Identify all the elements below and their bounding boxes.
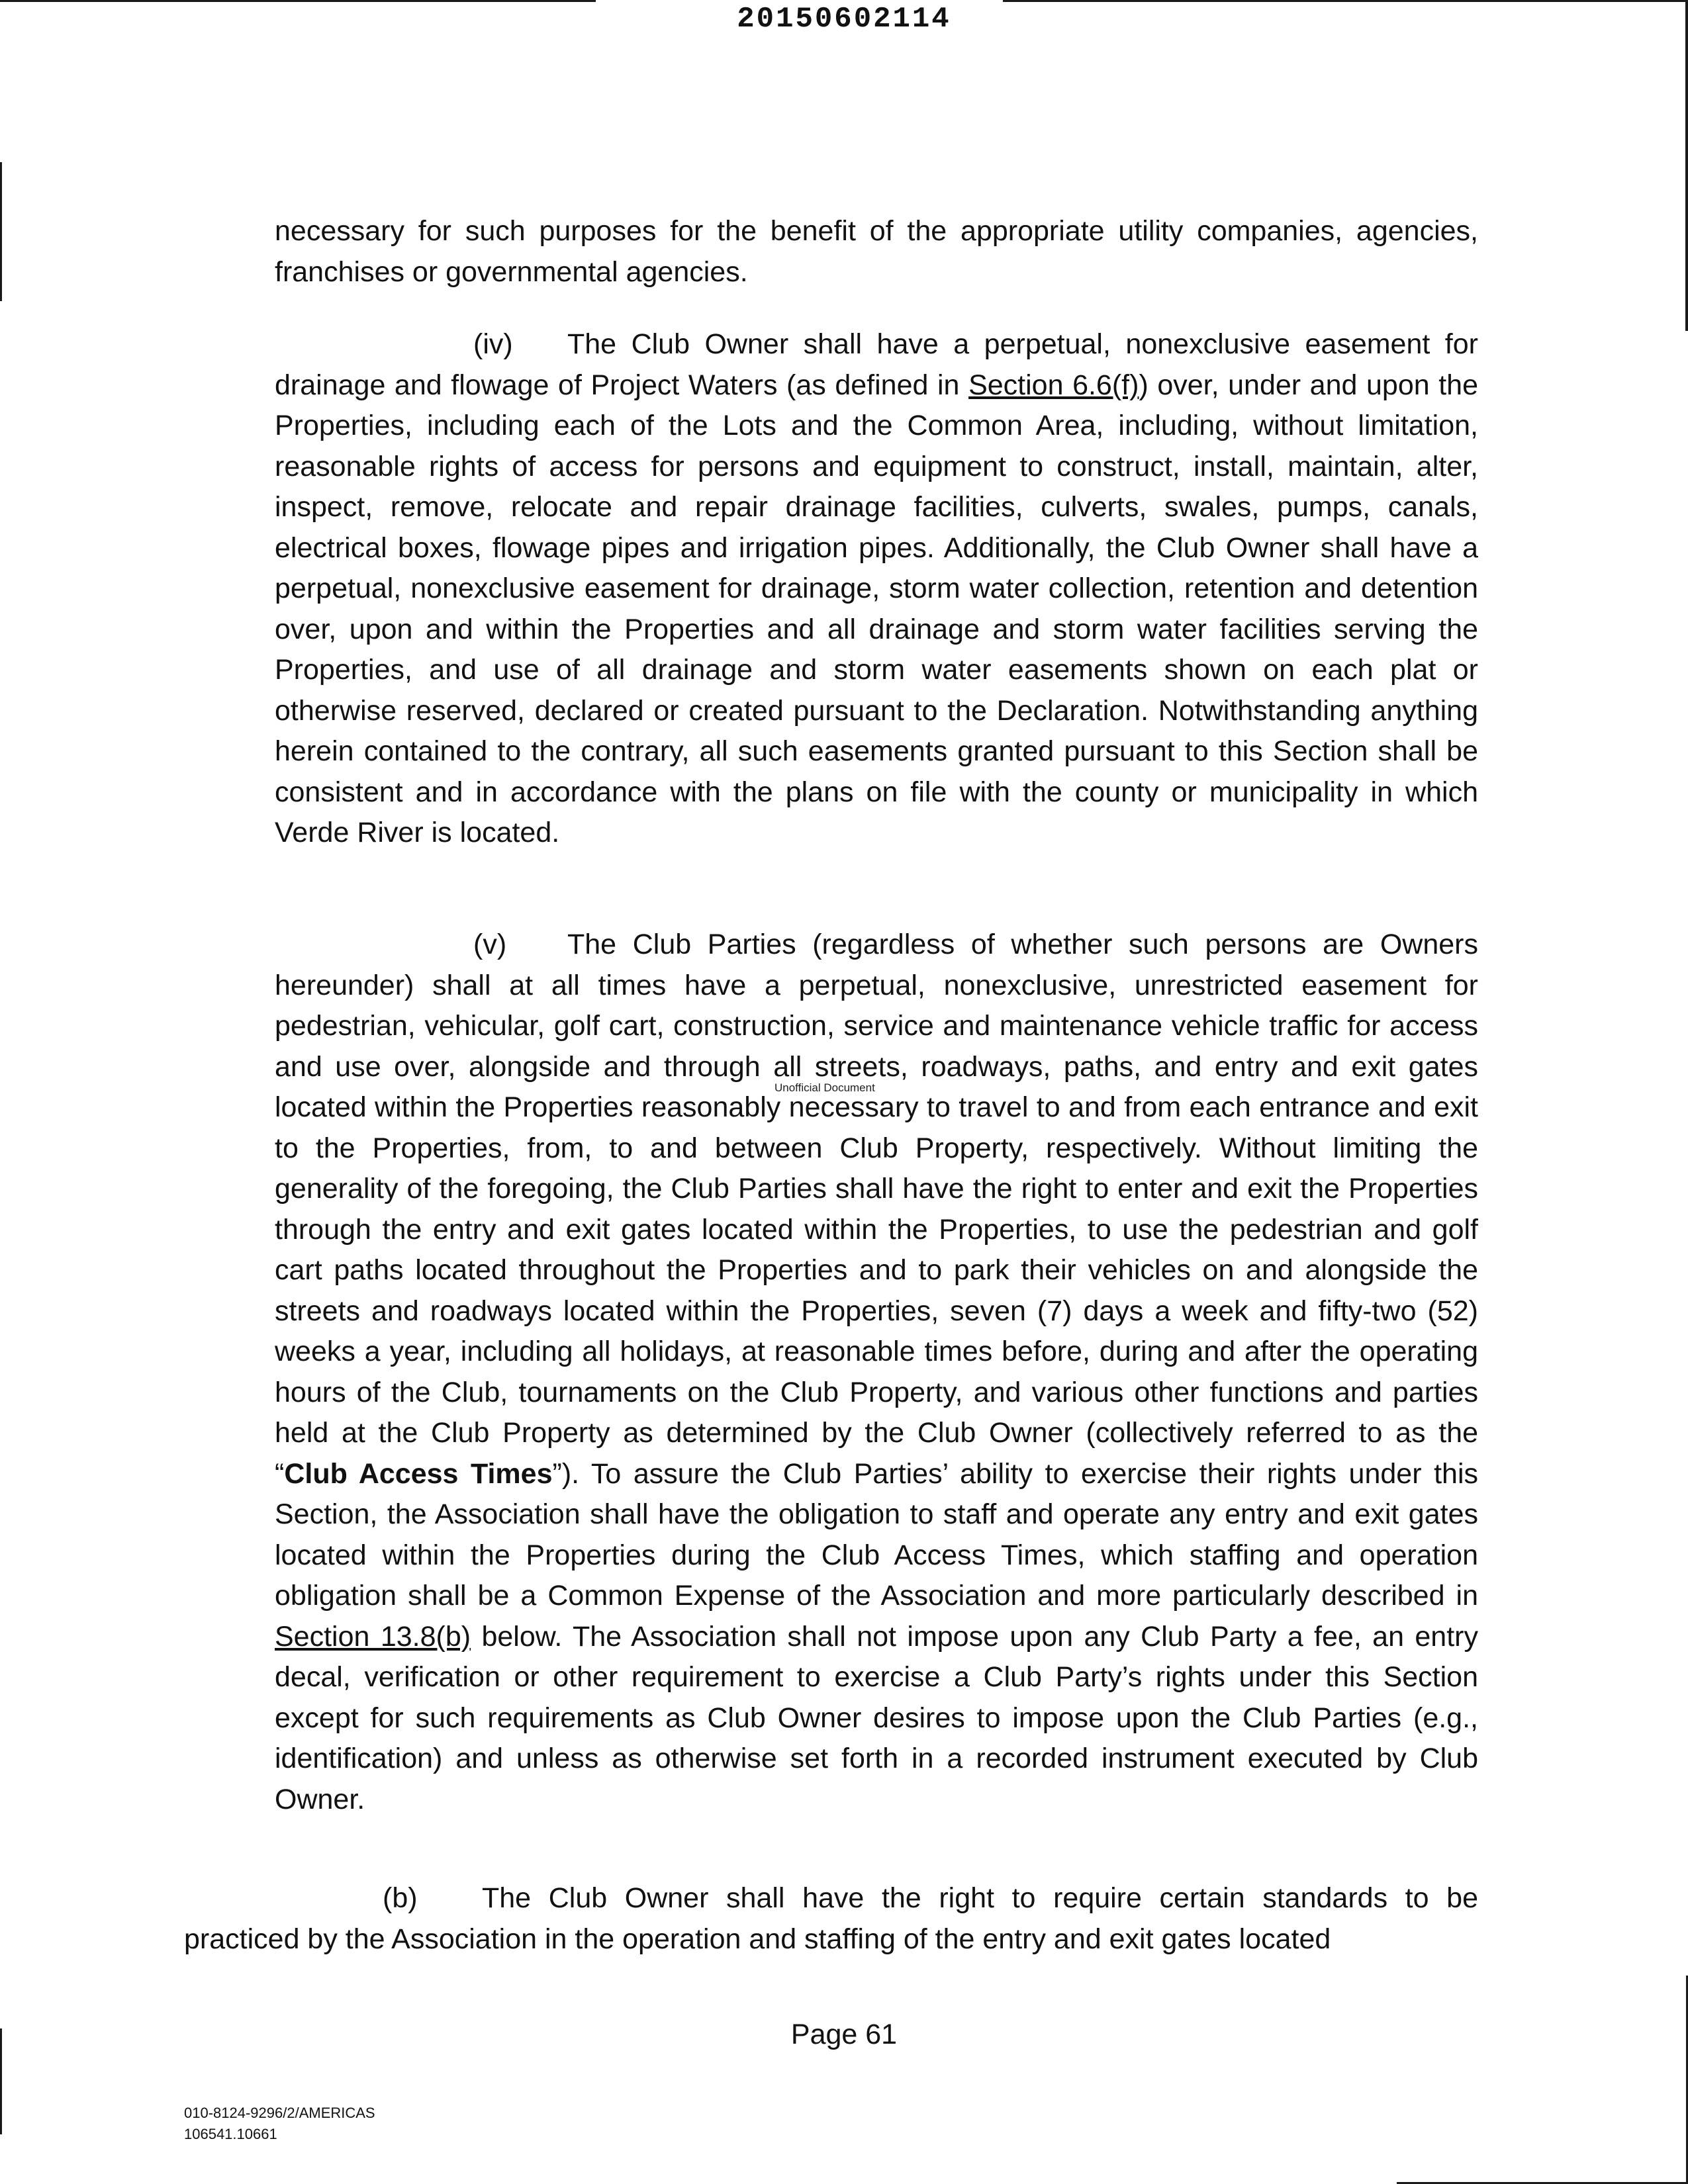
scan-edge-left-1 [0, 162, 2, 301]
page-number: Page 61 [790, 2019, 898, 2050]
scan-edge-right [1685, 0, 1688, 331]
paragraph-iv-number: (iv) [473, 328, 513, 360]
scan-edge-top-right [1003, 0, 1688, 2]
paragraph-v-text-1: The Club Parties (regardless of whether such persons are Owners hereunder) shall at all times have a perpetual, nonexclusive, unrestricted easement for pedestrian, vehicular, golf cart, construction, service and maintenance vehicle traffic for access and use over, alongside and through all streets, roadways, paths, and entry and exit gates located within the Properties reasonably necessary to travel to and from each entrance and exit to the Properties, from, to and between Club Property, respectively. Without limiting the generality of the foregoing, the Club Parties shall have the right to enter and exit the Properties through the entry and exit gates located within the Properties, to use the pedestrian and golf cart paths located throughout the Properties and to park their vehicles on and alongside the streets and roadways located within the Properties, seven (7) days a week and fifty-two (52) weeks a year, including all holidays, at reasonable times before, during and after the operating hours of the Club, tournaments on the Club Property, and various other functions and parties held at the Club Property as determined by the Club Owner (collectively referred to as the “ [275, 929, 1478, 1490]
section-reference-link: Section 13.8(b) [275, 1620, 471, 1653]
section-reference-link: Section 6.6(f) [968, 369, 1139, 401]
paragraph-continuation-text: necessary for such purposes for the benefit of the appropriate utility companies, agencies, franchises or governmental agencies. [275, 215, 1478, 288]
paragraph-v-text-3: below. The Association shall not impose upon any Club Party a fee, an entry decal, verification or other requirement to exercise a Club Party’s rights under this Section except for such requirements as Club Owner desires to impose upon the Club Parties (e.g., identification) and unless as otherwise set forth in a recorded instrument executed by Club Owner. [275, 1620, 1478, 1815]
paragraph-iv-text-b: ) over, under and upon the Properties, including each of the Lots and the Common Area, including, without limitation, reasonable rights of access for persons and equipment to construct, install, maintain, alter, inspect, remove, relocate and repair drainage facilities, culverts, swales, pumps, canals, electrical boxes, flowage pipes and irrigation pipes. Additionally, the Club Owner shall have a perpetual, nonexclusive easement for drainage, storm water collection, retention and detention over, upon and within the Properties and all drainage and storm water facilities serving the Properties, and use of all drainage and storm water easements shown on each plat or otherwise reserved, declared or created pursuant to the Declaration. Notwithstanding anything herein contained to the contrary, all such easements granted pursuant to this Section shall be consistent and in accordance with the plans on file with the county or municipality in which Verde River is located. [275, 369, 1479, 848]
paragraph-v-number: (v) [473, 929, 507, 960]
document-id-line-2: 106541.10661 [184, 2126, 277, 2142]
paragraph-b-text: The Club Owner shall have the right to require certain standards to be practiced by the Association in the operation and staffing of the entry and exit gates located [184, 1882, 1478, 1955]
unofficial-document-watermark: Unofficial Document [774, 1081, 875, 1094]
document-id-line-1: 010-8124-9296/2/AMERICAS [184, 2105, 375, 2121]
recording-number: 20150602114 [737, 3, 951, 36]
paragraph-v-text-2: ”). To assure the Club Parties’ ability to exercise their rights under this Section, the Association shall have the obligation to staff and operate any entry and exit gates located within the Properties during the Club Access Times, which staffing and operation obligation shall be a Common Expense of the Association and more particularly described in [275, 1457, 1478, 1612]
paragraph-continuation [275, 211, 1478, 293]
scan-edge-top-left [0, 0, 596, 2]
paragraph-iv [275, 324, 1478, 854]
paragraph-v [275, 925, 1478, 1820]
paragraph-b-number: (b) [383, 1882, 418, 1914]
defined-term: Club Access Times [284, 1457, 553, 1490]
paragraph-iv-text-a: The Club Owner shall have a perpetual, nonexclusive easement for drainage and flowage of Project Waters (as defined in [275, 328, 1478, 401]
paragraph-b [184, 1878, 1478, 1960]
